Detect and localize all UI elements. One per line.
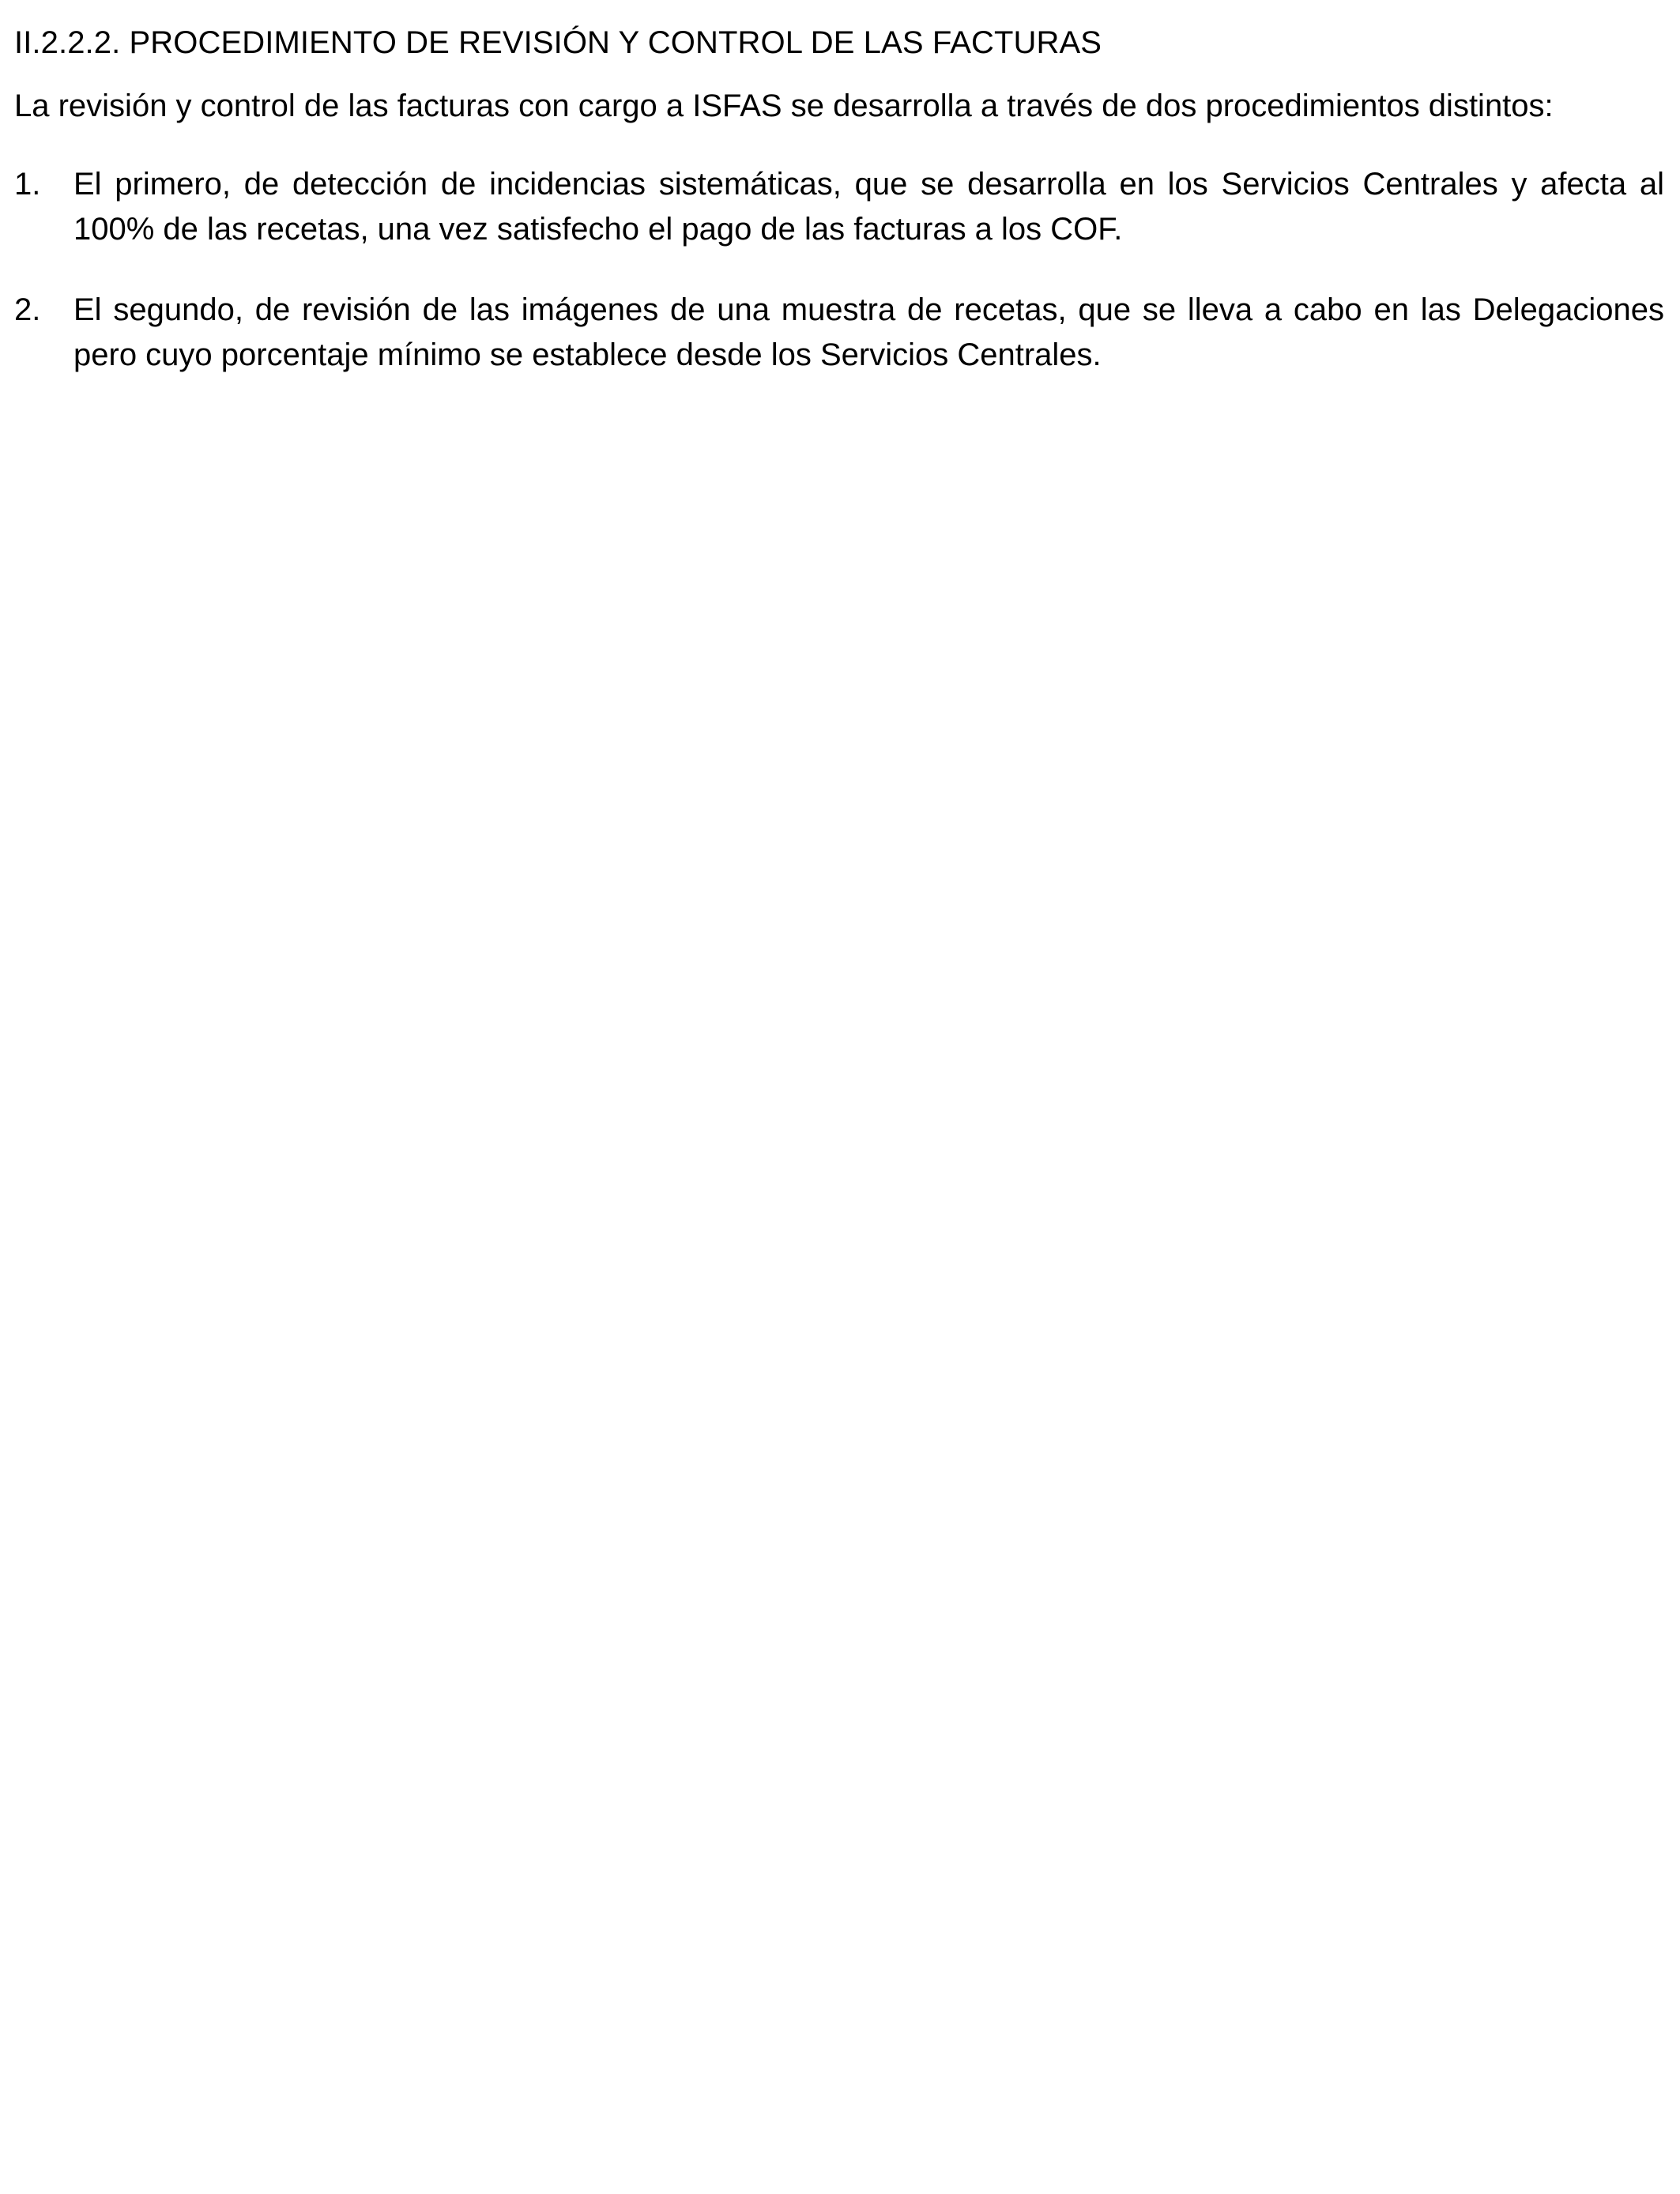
- document-page: [14, 19, 1664, 378]
- list-item-text: El segundo, de revisión de las imágenes de una muestra de recetas, que se lleva a cabo en las Delegaciones pero cuyo porcentaje mínimo se establece desde los Servicios Centrales.: [73, 292, 1664, 372]
- section-heading: II.2.2.2. PROCEDIMIENTO DE REVISIÓN Y CONTROL DE LAS FACTURAS: [14, 25, 1102, 60]
- list-item-text: El primero, de detección de incidencias sistemáticas, que se desarrolla en los Servicios Centrales y afecta al 100% de las recetas, una vez satisfecho el pago de las facturas a los COF.: [73, 167, 1664, 247]
- list-item-number: 1.: [14, 167, 41, 202]
- intro-paragraph: La revisión y control de las facturas con cargo a ISFAS se desarrolla a través de dos procedimientos distintos:: [14, 89, 1554, 123]
- list-item: [14, 288, 1664, 378]
- procedure-list: [14, 162, 1664, 378]
- list-item: [14, 162, 1664, 252]
- list-item-number: 2.: [14, 292, 41, 327]
